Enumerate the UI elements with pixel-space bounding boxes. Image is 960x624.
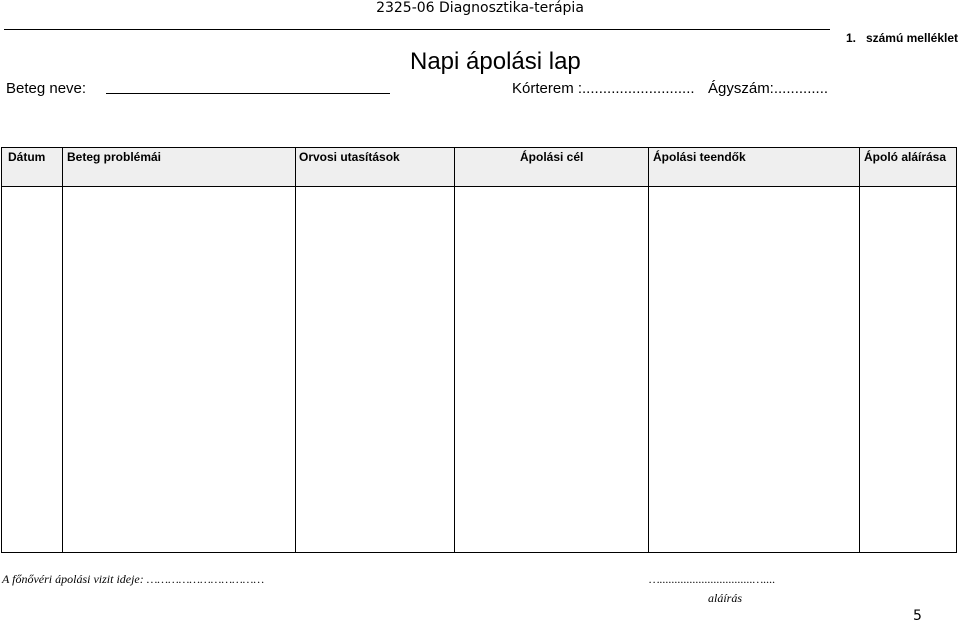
annex-number: 1.: [845, 31, 856, 45]
column-header-goal: Ápolási cél: [520, 150, 584, 164]
care-table: [1, 147, 957, 553]
column-header-problems: Beteg problémái: [67, 150, 162, 164]
bed-number-field: Ágyszám:.............: [708, 80, 829, 97]
column-header-signature: Ápoló aláírása: [864, 150, 947, 164]
page-number: 5: [913, 608, 922, 624]
ward-field: Kórterem :...........................: [512, 80, 695, 97]
annex-text: számú melléklet: [865, 31, 958, 45]
column-header-date: Dátum: [8, 150, 46, 164]
signature-line: …...............................…....: [649, 572, 776, 586]
annex-label: [846, 31, 958, 45]
column-header-orders: Orvosi utasítások: [299, 150, 400, 164]
document-header: 2325-06 Diagnosztika-terápia: [376, 0, 584, 16]
header-rule: [4, 29, 830, 30]
page-title: Napi ápolási lap: [410, 48, 581, 75]
column-divider: [454, 148, 455, 552]
signature-label: aláírás: [708, 591, 743, 605]
patient-name-line: [106, 93, 390, 94]
column-divider: [859, 148, 860, 552]
column-divider: [62, 148, 63, 552]
head-nurse-visit-label: A főnővéri ápolási vizit ideje: ……………………………: [2, 572, 265, 586]
column-divider: [648, 148, 649, 552]
patient-name-label: Beteg neve:: [6, 80, 87, 97]
column-header-tasks: Ápolási teendők: [653, 150, 746, 164]
column-divider: [295, 148, 296, 552]
